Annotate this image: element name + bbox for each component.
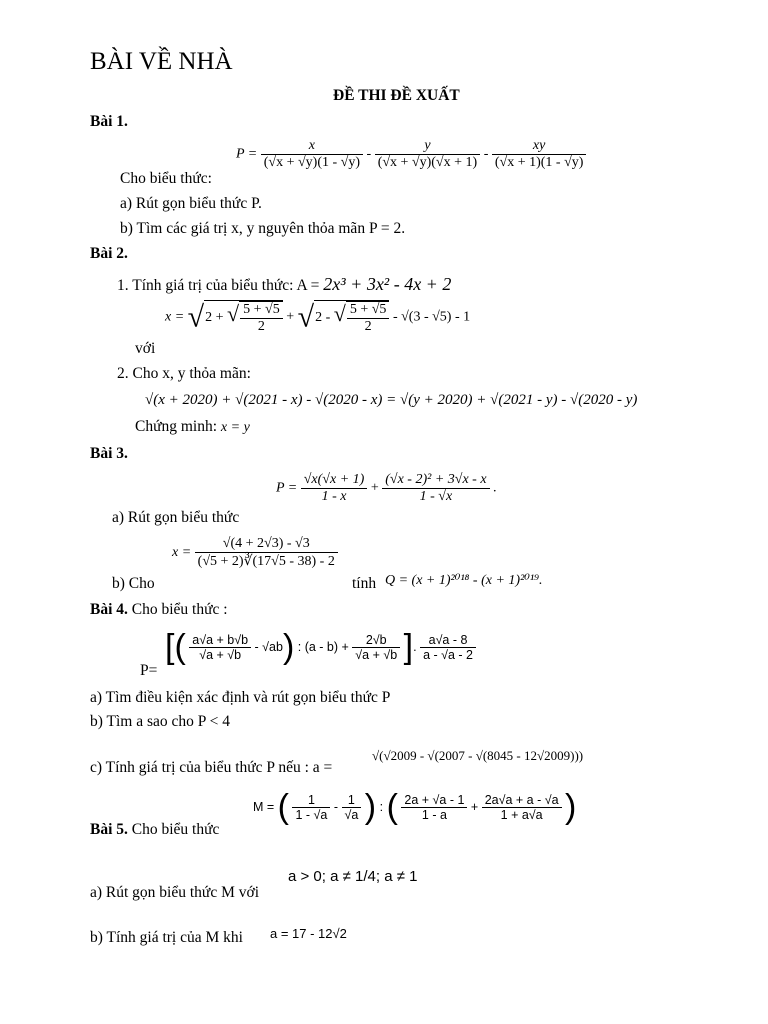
bai5-m-f4-den: 1 + a√a <box>500 808 543 822</box>
bai4-p-mid2: : (a - b) + <box>297 639 349 654</box>
bai4-p-frac-3 <box>420 633 476 662</box>
bai4-p-f2-num: 2√b <box>352 633 400 648</box>
bai3-a-plus: + <box>370 480 379 496</box>
bai3-a-f1-den: 1 - x <box>321 489 347 504</box>
bai1-intro: Cho biểu thức: <box>120 170 212 187</box>
bai2-x-plus: + <box>286 309 295 325</box>
bai4-p-dot: . <box>413 639 417 654</box>
bai5-b-expr: a = 17 - 12√2 <box>270 926 347 941</box>
bai1-fraction-3 <box>492 138 587 171</box>
bai1-f2-den: (√x + √y)(√x + 1) <box>377 155 478 170</box>
bai5-part-a: a) Rút gọn biểu thức M với <box>90 884 259 901</box>
bai1-fraction-1 <box>261 138 363 171</box>
bai4-part-a: a) Tìm điều kiện xác định và rút gọn biểu thức P <box>90 689 391 706</box>
bai4-intro: Cho biểu thức : <box>131 601 228 618</box>
bai2-inner-frac-1 <box>239 301 283 335</box>
bai3-label: Bài 3. <box>90 445 128 462</box>
bai4-part-b: b) Tìm a sao cho P < 4 <box>90 713 231 730</box>
bai5-m-f2-den: √a <box>344 808 359 822</box>
bai3-b-x-num: √(4 + 2√3) - √3 <box>195 536 338 553</box>
bai3-a-frac-2 <box>382 472 489 505</box>
bai4-p-f1-num: a√a + b√b <box>189 633 251 648</box>
bai2-inner-num-1: 5 + √5 <box>240 302 283 319</box>
bai2-q2: 2. Cho x, y thỏa mãn: <box>117 365 251 382</box>
bai2-inner-den-1: 2 <box>257 319 265 334</box>
bai1-f2-num: y <box>375 138 481 155</box>
page-heading: BÀI VỀ NHÀ <box>90 48 233 75</box>
bai3-b-x <box>172 536 338 570</box>
bai2-q1-text: 1. Tính giá trị của biểu thức: A = <box>117 277 320 294</box>
bai2-equation: √(x + 2020) + √(2021 - x) - √(2020 - x) = √(y + 2020) + √(2021 - y) - √(2020 - y) <box>145 392 638 408</box>
bai3-b-x-den: (√5 + 2)∛(17√5 - 38) - 2 <box>197 554 335 569</box>
bai1-f1-num: x <box>261 138 363 155</box>
bai2-expr-a: 2x³ + 3x² - 4x + 2 <box>323 274 452 294</box>
bai3-a-formula <box>276 472 497 505</box>
bai4-p-formula: [( $\frac{a√a + b√b}{√a + √b}$ - √ab) : (a - b) + $\frac{2√b}{√a + √b}$ ]. $\frac{a√a - 8}{a - √a - 2}$ <box>165 628 476 667</box>
bai4-p-f3-num: a√a - 8 <box>420 633 476 648</box>
bai5-m-frac-1 <box>292 793 330 822</box>
bai5-heading <box>90 821 219 839</box>
bai3-a-lhs: P = <box>276 480 298 496</box>
bai5-label: Bài 5. <box>90 821 128 838</box>
bai1-fraction-2 <box>375 138 481 171</box>
bai2-prove <box>135 418 250 436</box>
bai2-inner-frac-2 <box>346 301 390 335</box>
bai2-label: Bài 2. <box>90 245 128 262</box>
bai5-m-minus: - <box>333 799 339 814</box>
bai4-p-mid1: - √ab <box>254 639 283 654</box>
bai3-a-f1-num: √x(√x + 1) <box>301 472 368 489</box>
bai5-m-f1-num: 1 <box>292 793 330 808</box>
bai3-a-label: a) Rút gọn biểu thức <box>112 509 240 526</box>
bai4-c-expr: √(√2009 - √(2007 - √(8045 - 12√2009))) <box>372 748 584 763</box>
bai5-m-colon: : <box>379 799 384 814</box>
bai2-x-tail: - √(3 - √5) - 1 <box>392 309 471 325</box>
bai4-p-frac-1 <box>189 633 251 662</box>
bai5-m-f4-num: 2a√a + a - √a <box>482 793 562 808</box>
bai1-f3-num: xy <box>492 138 587 155</box>
bai5-m-f2-num: 1 <box>342 793 362 808</box>
bai3-b-x-lhs: x = <box>172 545 192 561</box>
bai4-p-f3-den: a - √a - 2 <box>423 648 474 662</box>
bai4-p-f2-den: √a + √b <box>355 648 398 662</box>
bai5-intro: Cho biểu thức <box>131 821 220 838</box>
bai5-part-b: b) Tính giá trị của M khi <box>90 929 243 946</box>
bai5-a-condition: a > 0; a ≠ 1/4; a ≠ 1 <box>288 868 418 885</box>
bai5-m-frac-2 <box>342 793 362 822</box>
bai1-part-b: b) Tìm các giá trị x, y nguyên thỏa mãn P = 2. <box>120 220 406 237</box>
bai5-m-f1-den: 1 - √a <box>295 808 328 822</box>
bai3-b-x-frac <box>195 536 338 570</box>
bai2-x-definition: x = √2 + √ $\frac{5 + √5}{2}$ + √2 - √ $\frac{5 + √5}{2}$ - √(3 - √5) - 1 <box>165 300 471 334</box>
bai2-prove-label: Chứng minh: <box>135 418 218 435</box>
bai3-a-dot: . <box>493 480 497 496</box>
bai4-p-frac-2 <box>352 633 400 662</box>
bai5-m-frac-3 <box>401 793 467 822</box>
bai2-prove-expr: x = y <box>220 420 250 435</box>
bai5-m-f3-den: 1 - a <box>421 808 447 822</box>
bai3-a-frac-1 <box>301 472 368 505</box>
bai2-inner-den-2: 2 <box>364 319 372 334</box>
bai4-part-c: c) Tính giá trị của biểu thức P nếu : a = <box>90 759 333 776</box>
bai4-p-f1-den: √a + √b <box>199 648 242 662</box>
bai4-p-lhs: P= <box>140 662 158 679</box>
bai1-formula <box>236 138 586 171</box>
bai5-m-plus: + <box>470 799 479 814</box>
bai3-b-label: b) Cho <box>112 575 155 592</box>
bai2-sqrt-1: 2 + √ $\frac{5 + √5}{2}$ <box>204 300 283 335</box>
bai1-part-a: a) Rút gọn biểu thức P. <box>120 195 262 212</box>
bai5-m-formula: M = ( $\frac{1}{1 - √a}$ - $\frac{1}{√a}$ ) : ( $\frac{2a + √a - 1}{1 - a}$ + $\frac{2a√a + a - √a}{1 + a√a}$ ) <box>253 788 577 826</box>
bai2-sqrt-2: 2 - √ $\frac{5 + √5}{2}$ <box>314 300 389 335</box>
bai1-label: Bài 1. <box>90 113 128 130</box>
bai1-minus-2: - <box>483 146 489 162</box>
bai2-x-expr-1: 2 + <box>205 310 224 326</box>
bai1-f1-lhs: P = <box>236 146 258 162</box>
bai5-m-lhs: M = <box>253 799 275 814</box>
bai1-f1-den: (√x + √y)(1 - √y) <box>263 155 361 170</box>
bai1-minus-1: - <box>366 146 372 162</box>
bai3-b-q: Q = (x + 1)²⁰¹⁸ - (x + 1)²⁰¹⁹. <box>385 573 543 588</box>
bai1-f3-den: (√x + 1)(1 - √y) <box>494 155 584 170</box>
exam-title: ĐỀ THI ĐỀ XUẤT <box>333 87 460 104</box>
bai3-b-tinh: tính <box>352 575 377 592</box>
bai3-a-f2-num: (√x - 2)² + 3√x - x <box>382 472 489 489</box>
bai3-a-f2-den: 1 - √x <box>419 489 453 504</box>
bai2-x-lhs: x = <box>165 309 185 325</box>
bai2-q1 <box>117 274 451 295</box>
bai5-m-frac-4 <box>482 793 562 822</box>
bai4-heading <box>90 601 228 619</box>
bai2-voi: với <box>135 340 156 357</box>
bai2-x-expr-2: 2 - <box>315 310 331 326</box>
bai5-m-f3-num: 2a + √a - 1 <box>401 793 467 808</box>
bai4-label: Bài 4. <box>90 601 128 618</box>
bai2-inner-num-2: 5 + √5 <box>347 302 390 319</box>
